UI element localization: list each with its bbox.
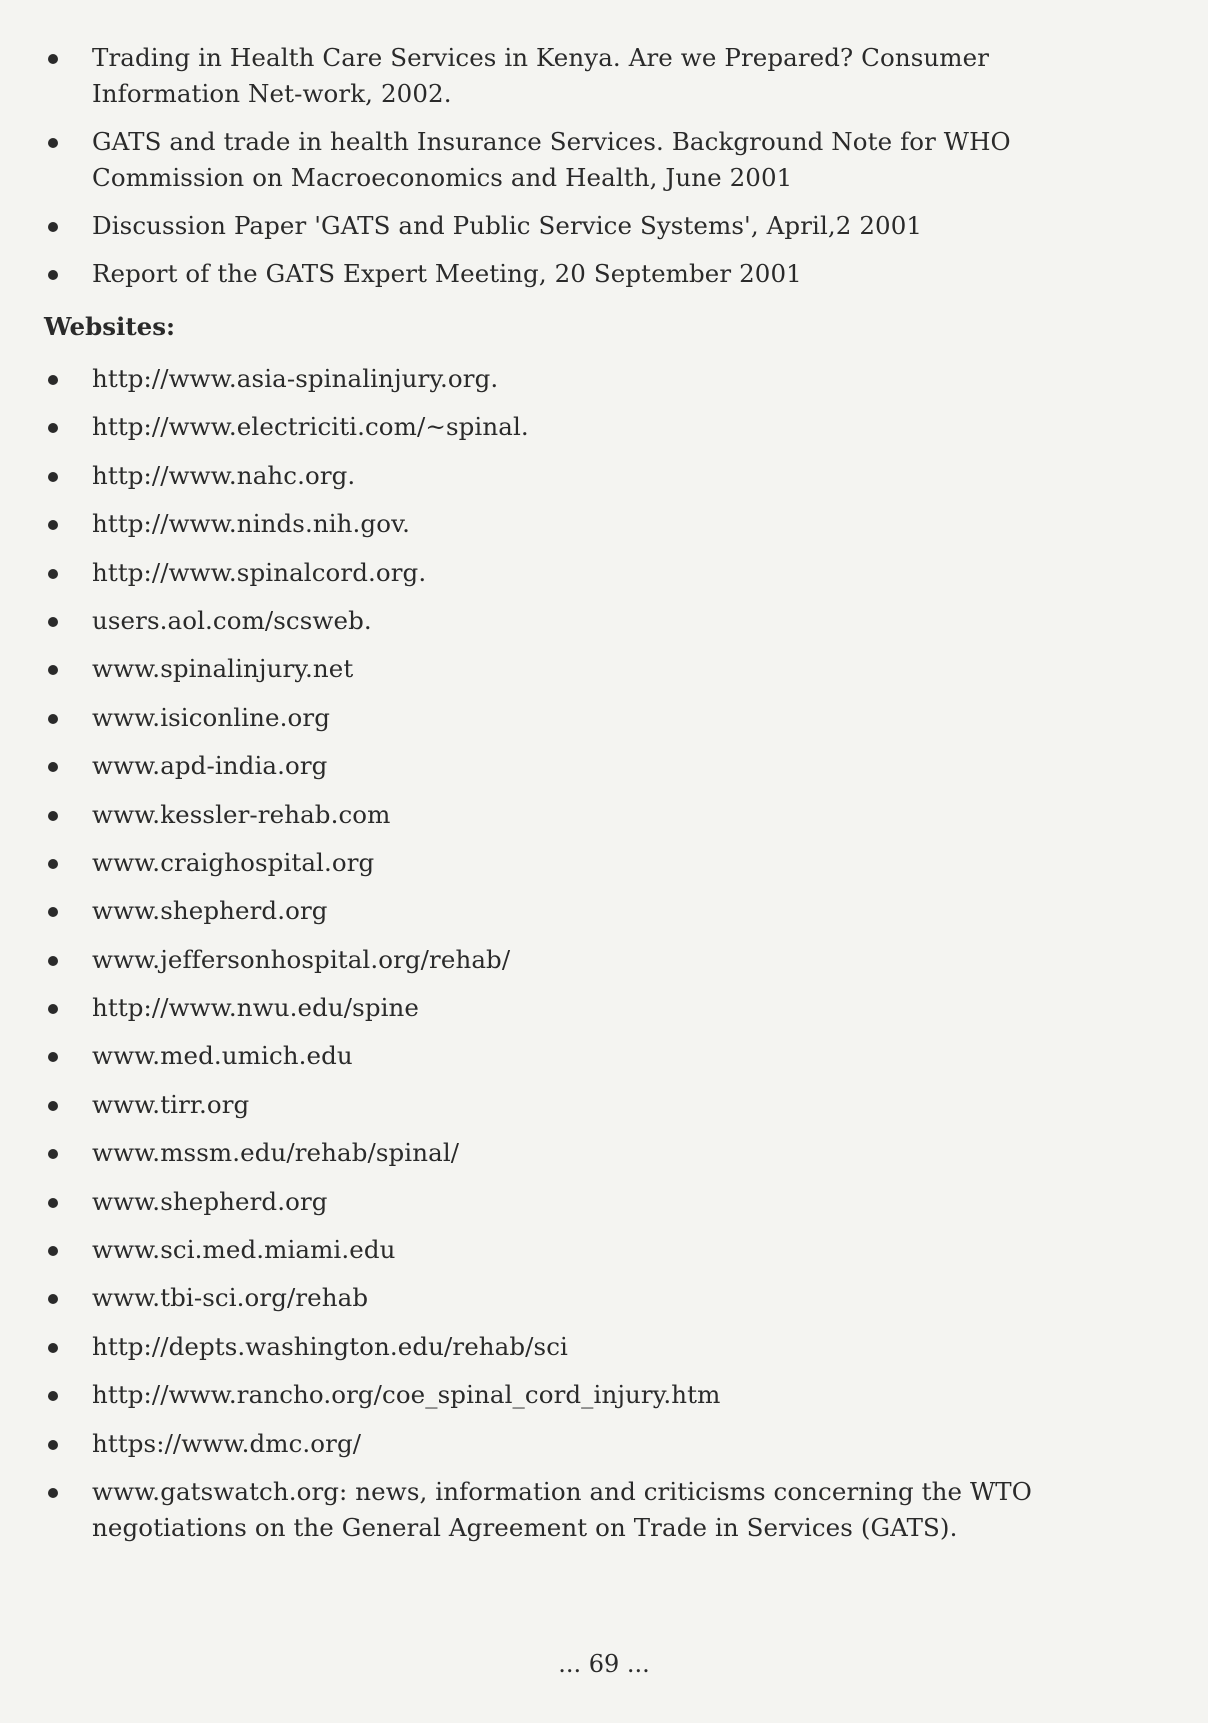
bullet-icon [48,270,58,280]
website-item [44,651,1124,699]
website-link[interactable]: http://www.asia-spinalinjury.org. [92,364,499,393]
website-item [44,361,1124,409]
website-item [44,1474,1124,1546]
bullet-icon [48,617,58,627]
bullet-icon [48,222,58,232]
bullet-icon [48,1294,58,1304]
website-item [44,603,1124,651]
website-link[interactable]: http://www.nwu.edu/spine [92,993,420,1023]
website-link[interactable]: http://www.rancho.org/coe_spinal_cord_injury.htm [92,1380,721,1410]
bullet-icon [48,520,58,530]
website-link[interactable]: www.tbi-sci.org/rehab [92,1283,369,1313]
bullet-icon [48,811,58,821]
website-link[interactable]: www.med.umich.edu [92,1041,353,1071]
website-link[interactable]: www.gatswatch.org: news, information and criticisms concerning the WTO negotiations on the General Agreement on Trade in Services (GATS). [92,1476,1032,1542]
website-link[interactable]: http://www.ninds.nih.gov. [92,509,410,539]
website-link[interactable]: www.spinalinjury.net [92,654,354,684]
bullet-icon [48,375,58,385]
website-item [44,1232,1124,1280]
website-item [44,845,1124,893]
bullet-icon [48,762,58,772]
reference-item [44,40,1124,112]
website-link[interactable]: users.aol.com/scsweb. [92,605,372,635]
website-item [44,893,1124,941]
website-link[interactable]: www.sci.med.miami.edu [92,1235,396,1265]
bullet-icon [48,1391,58,1401]
website-link[interactable]: www.shepherd.org [92,896,328,926]
bullet-icon [48,714,58,724]
bullet-icon [48,665,58,675]
bullet-icon [48,1198,58,1208]
website-item [44,1280,1124,1328]
website-link[interactable]: www.craighospital.org [92,847,375,877]
website-item [44,990,1124,1038]
bullet-icon [48,1440,58,1450]
website-item [44,1135,1124,1183]
website-item [44,1038,1124,1086]
bullet-icon [48,1246,58,1256]
bullet-icon [48,859,58,869]
reference-item [44,256,1124,292]
bullet-icon [48,956,58,966]
website-link[interactable]: www.mssm.edu/rehab/spinal/ [92,1138,460,1168]
website-item [44,942,1124,990]
reference-item [44,208,1124,244]
website-item [44,458,1124,506]
website-item [44,700,1124,748]
website-link[interactable]: http://depts.washington.edu/rehab/sci [92,1331,568,1361]
website-item [44,1087,1124,1135]
website-item [44,555,1124,603]
reference-list [44,40,1124,304]
website-link[interactable]: www.apd-india.org [92,751,328,781]
website-link[interactable]: http://www.spinalcord.org. [92,557,427,587]
website-item [44,506,1124,554]
bullet-icon [48,907,58,917]
website-link[interactable]: www.tirr.org [92,1089,250,1119]
bullet-icon [48,54,58,64]
website-link[interactable]: http://www.electriciti.com/~spinal. [92,412,529,442]
page-number: ... 69 ... [558,1650,650,1678]
website-item [44,1184,1124,1232]
bullet-icon [48,423,58,433]
reference-text: Report of the GATS Expert Meeting, 20 September 2001 [92,259,802,288]
reference-item [44,124,1124,196]
website-link[interactable]: www.kessler-rehab.com [92,799,391,829]
website-link[interactable]: http://www.nahc.org. [92,460,356,490]
bullet-icon [48,138,58,148]
bullet-icon [48,1343,58,1353]
bullet-icon [48,1488,58,1498]
website-list [44,361,1124,1546]
website-item [44,748,1124,796]
reference-text: GATS and trade in health Insurance Services. Background Note for WHO Commission on Macroeconomics and Health, June 2001 [92,127,1011,192]
website-item [44,797,1124,845]
bullet-icon [48,569,58,579]
website-link[interactable]: https://www.dmc.org/ [92,1428,362,1458]
website-item [44,1426,1124,1474]
website-link[interactable]: www.jeffersonhospital.org/rehab/ [92,944,511,974]
website-item [44,1377,1124,1425]
bullet-icon [48,1101,58,1111]
website-link[interactable]: www.shepherd.org [92,1186,328,1216]
website-item [44,409,1124,457]
websites-heading: Websites: [44,312,176,341]
website-link[interactable]: www.isiconline.org [92,702,330,732]
bullet-icon [48,1004,58,1014]
bullet-icon [48,1052,58,1062]
bullet-icon [48,472,58,482]
bullet-icon [48,1149,58,1159]
website-item [44,1329,1124,1377]
reference-text: Discussion Paper 'GATS and Public Service Systems', April,2 2001 [92,211,923,240]
reference-text: Trading in Health Care Services in Kenya. Are we Prepared? Consumer Information Net-work, 2002. [92,43,990,108]
